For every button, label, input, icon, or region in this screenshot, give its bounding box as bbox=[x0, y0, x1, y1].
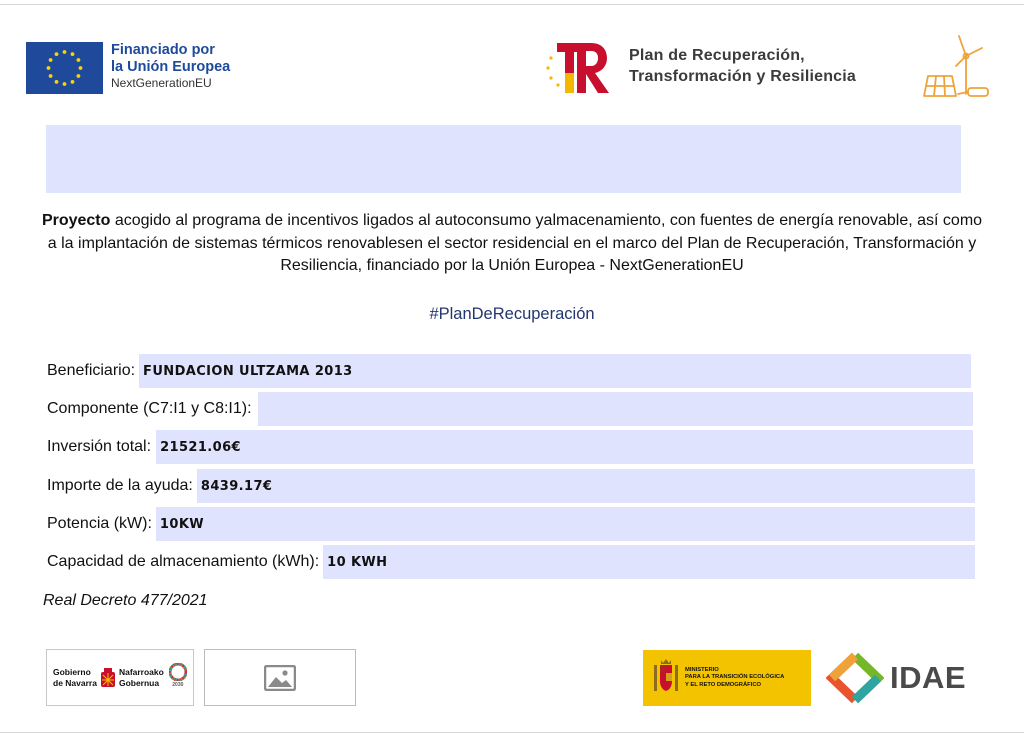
field-potencia bbox=[47, 507, 975, 541]
project-text: acogido al programa de incentivos ligados al autoconsumo yalmacenamiento, con fuentes de energía renovable, así como a la implantación de sistemas térmicos renovablesen el sector residencial en el marco del Plan de Recuperación, Transformación y Resiliencia, financiado por la Unión Europea - NextGenerationEU bbox=[47, 212, 983, 275]
tr-logo-icon bbox=[545, 40, 611, 94]
eu-funding-logo bbox=[26, 42, 230, 94]
field-value-componente bbox=[258, 392, 973, 426]
field-importe bbox=[47, 469, 975, 503]
field-beneficiario bbox=[47, 354, 971, 388]
field-label-capacidad: Capacidad de almacenamiento (kWh): bbox=[47, 553, 320, 570]
field-label-importe: Importe de la ayuda: bbox=[47, 477, 193, 494]
image-placeholder bbox=[204, 649, 356, 706]
field-value-inversion: 21521.06€ bbox=[156, 430, 973, 464]
image-placeholder-icon bbox=[264, 665, 296, 691]
field-capacidad bbox=[47, 545, 975, 579]
idae-mark-icon bbox=[826, 651, 884, 705]
sdg-wheel-icon bbox=[169, 663, 187, 681]
field-value-capacidad: 10 KWH bbox=[323, 545, 975, 579]
field-value-beneficiario: FUNDACION ULTZAMA 2013 bbox=[139, 354, 971, 388]
spain-coat-of-arms-icon bbox=[653, 659, 679, 697]
navarra-shield-icon bbox=[100, 667, 116, 689]
ministerio-transicion-ecologica-logo bbox=[643, 650, 811, 706]
idae-logo bbox=[826, 651, 966, 705]
navarra-line-1b: de Navarra bbox=[53, 677, 97, 688]
wind-turbine-solar-icon bbox=[922, 34, 992, 100]
agenda-2030-logo bbox=[169, 663, 187, 693]
hashtag: #PlanDeRecuperación bbox=[429, 305, 595, 323]
field-label-potencia: Potencia (kW): bbox=[47, 515, 152, 532]
field-label-componente: Componente (C7:I1 y C8:I1): bbox=[47, 400, 252, 417]
navarra-line-1a: Gobierno bbox=[53, 667, 91, 678]
plan-line-1: Plan de Recuperación, bbox=[629, 47, 805, 65]
idae-wordmark: IDAE bbox=[890, 660, 967, 695]
ministerio-line-2: PARA LA TRANSICIÓN ECOLÓGICA bbox=[685, 674, 785, 681]
field-label-inversion: Inversión total: bbox=[47, 438, 152, 455]
eu-line-2: la Unión Europea bbox=[111, 58, 231, 75]
ministerio-line-3: Y EL RETO DEMOGRÁFICO bbox=[685, 681, 762, 688]
eu-flag-icon bbox=[26, 42, 103, 94]
field-value-potencia: 10KW bbox=[156, 507, 975, 541]
navarra-line-2b: Gobernua bbox=[118, 677, 160, 688]
project-title-strip bbox=[46, 125, 961, 193]
top-divider bbox=[0, 4, 1024, 5]
gobierno-navarra-logo bbox=[46, 649, 194, 706]
decree-reference: Real Decreto 477/2021 bbox=[43, 592, 208, 609]
plan-line-2: Transformación y Resiliencia bbox=[629, 68, 857, 85]
eu-line-3: NextGenerationEU bbox=[111, 76, 212, 91]
field-value-importe: 8439.17€ bbox=[197, 469, 975, 503]
project-description bbox=[40, 210, 984, 278]
project-label: Proyecto bbox=[41, 212, 111, 229]
sdg-year: 2030 bbox=[172, 681, 184, 688]
field-componente bbox=[47, 392, 973, 426]
plan-recuperacion-logo bbox=[545, 40, 856, 94]
navarra-line-2a: Nafarroako bbox=[118, 667, 164, 678]
field-label-beneficiario: Beneficiario: bbox=[47, 362, 136, 379]
eu-line-1: Financiado por bbox=[111, 42, 215, 58]
bottom-divider bbox=[0, 732, 1024, 733]
field-inversion bbox=[47, 430, 973, 464]
ministerio-line-1: MINISTERIO bbox=[685, 667, 719, 674]
